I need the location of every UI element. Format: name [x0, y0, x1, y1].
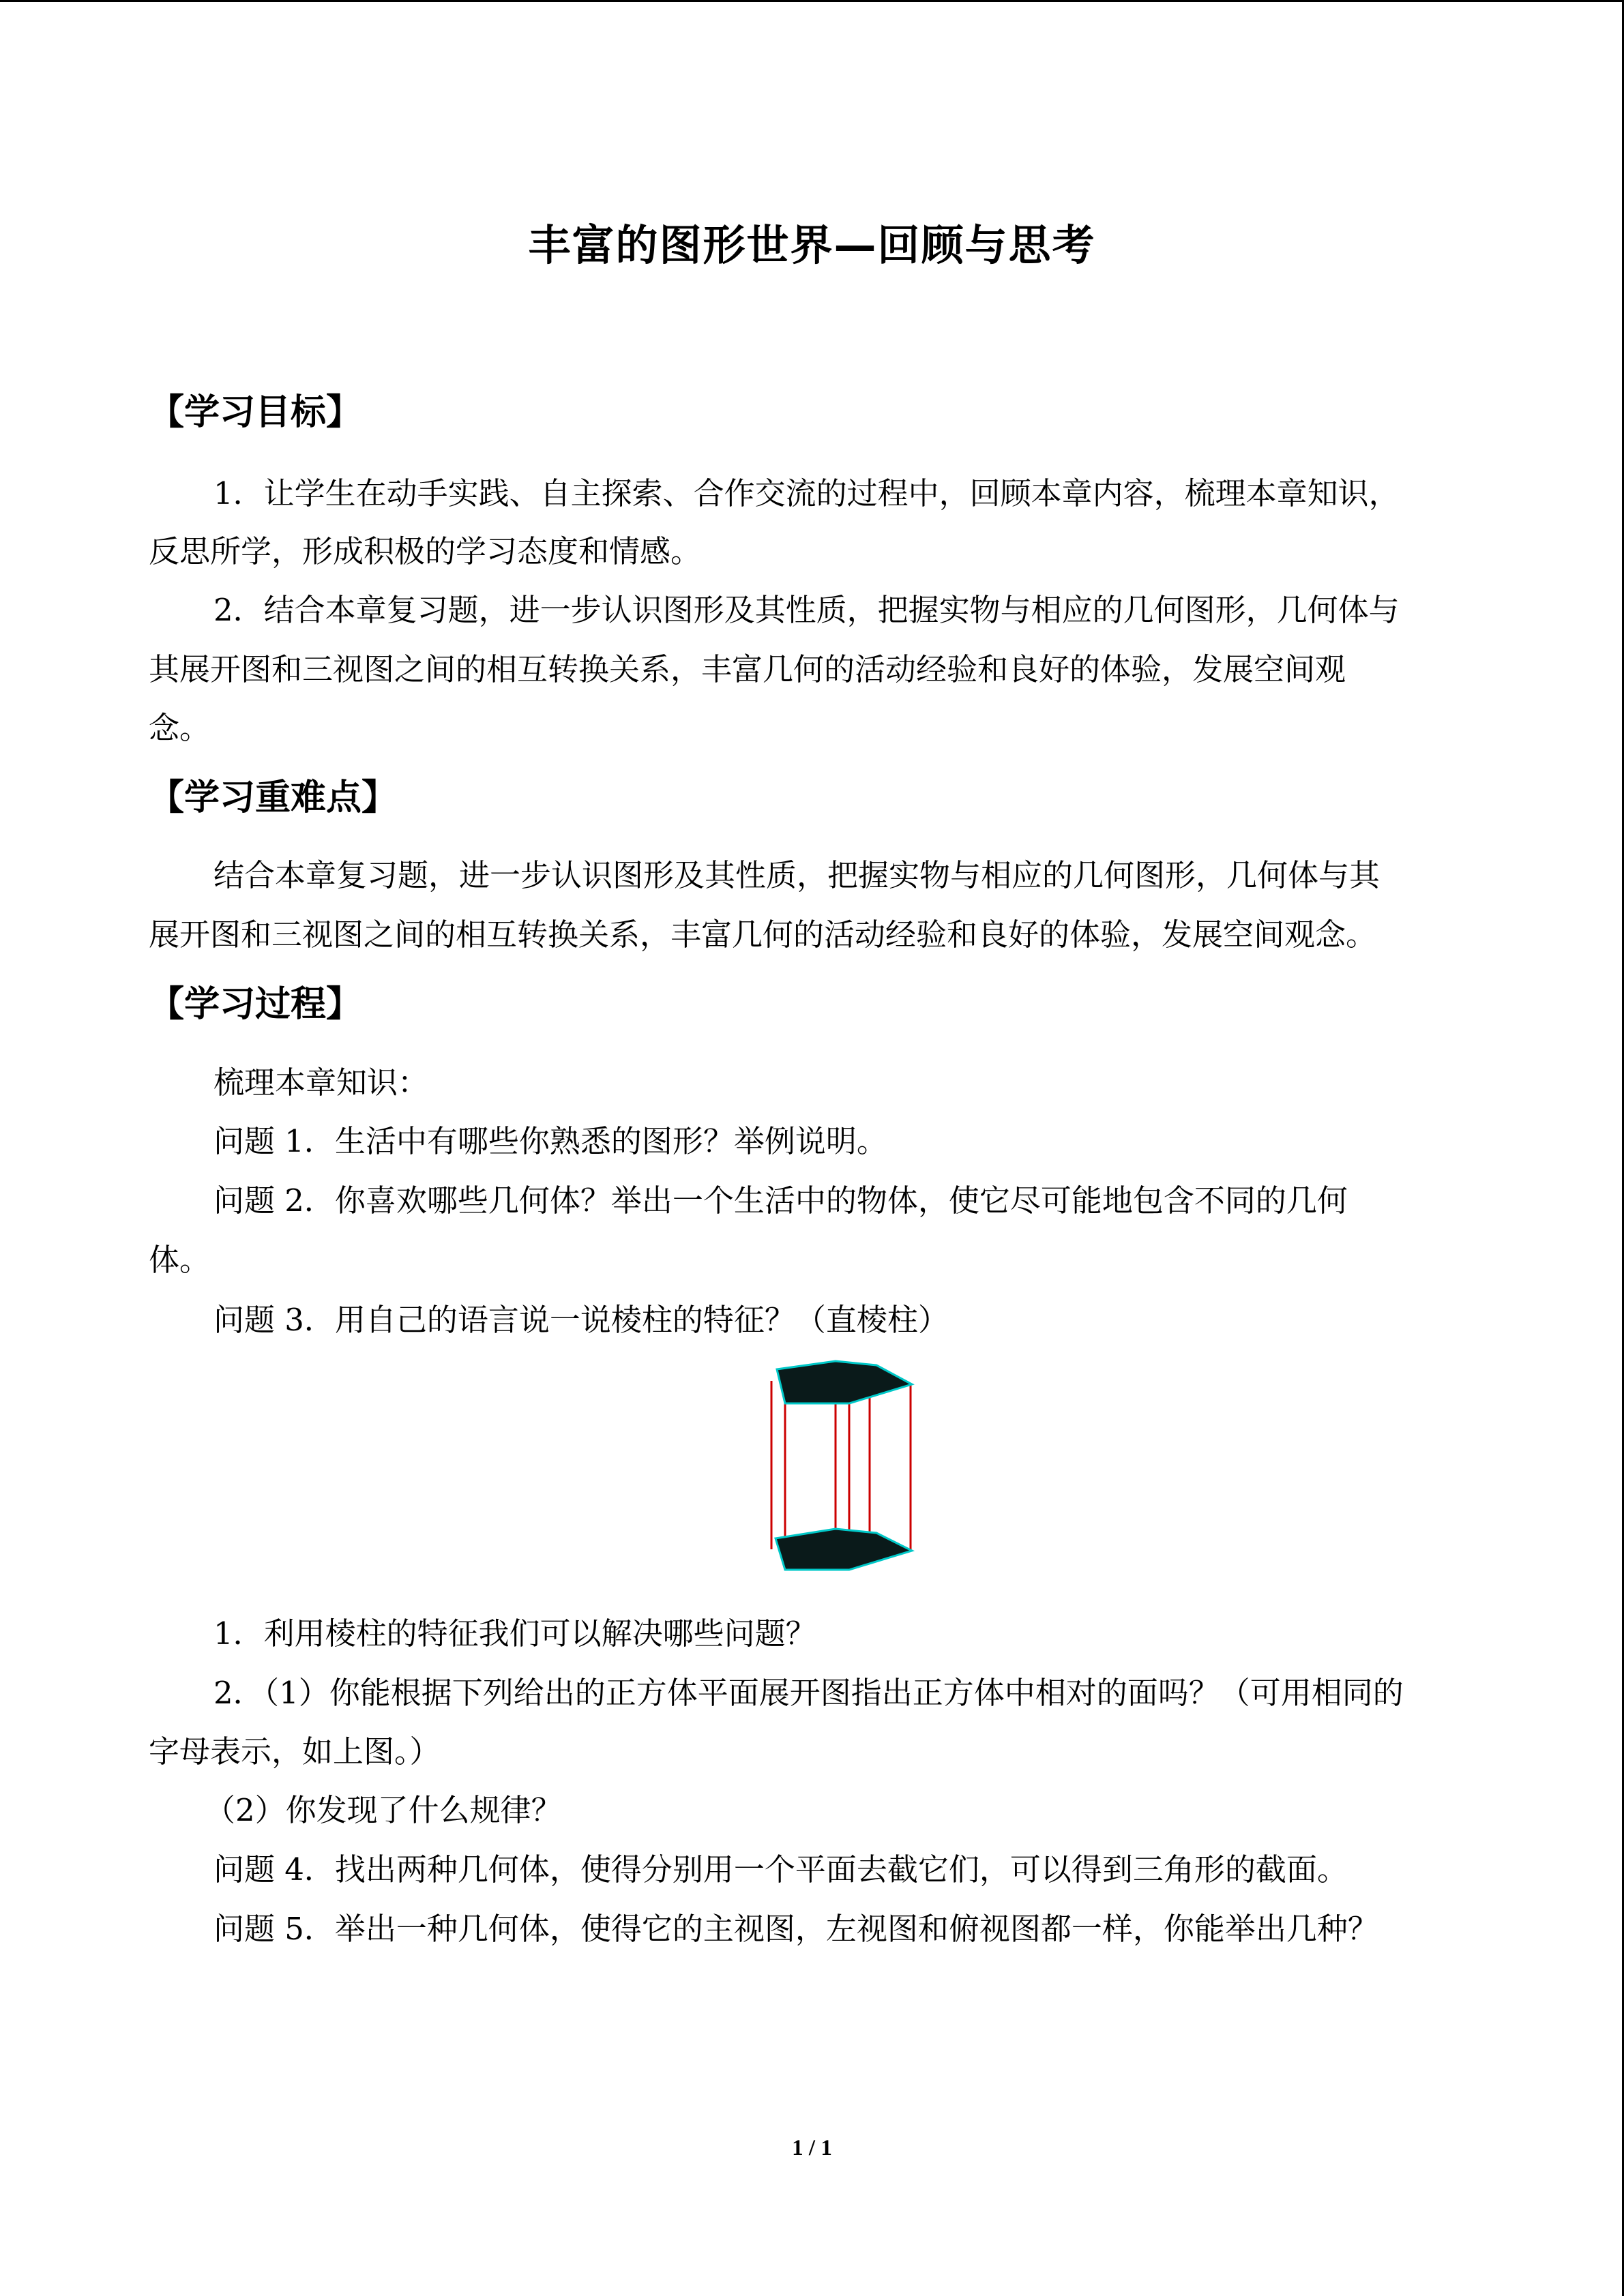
goals-heading: 【学习目标】 — [149, 392, 362, 433]
page-title: 丰富的图形世界—回顾与思考 — [528, 220, 1096, 270]
prism-top-face — [777, 1361, 912, 1403]
question-2-line-1: 问题 2．你喜欢哪些几何体？举出一个生活中的物体，使它尽可能地包含不同的几何 — [213, 1182, 1348, 1219]
prism-bottom-face — [776, 1529, 912, 1570]
sub-question-2-part-2: （2）你发现了什么规律？ — [205, 1792, 562, 1828]
sub-question-2-line-2: 字母表示，如上图。） — [149, 1733, 441, 1770]
question-3: 问题 3．用自己的语言说一说棱柱的特征？（直棱柱） — [213, 1302, 949, 1338]
page-top-border — [0, 0, 1624, 2]
sub-question-2-line-1: 2．（1）你能根据下列给出的正方体平面展开图指出正方体中相对的面吗？（可用相同的 — [213, 1675, 1404, 1711]
question-1: 问题 1．生活中有哪些你熟悉的图形？举例说明。 — [213, 1123, 887, 1159]
page-number: 1 / 1 — [792, 2136, 832, 2160]
key-points-line-2: 展开图和三视图之间的相互转换关系，丰富几何的活动经验和良好的体验，发展空间观念。 — [149, 916, 1377, 953]
question-4: 问题 4．找出两种几何体，使得分别用一个平面去截它们，可以得到三角形的截面。 — [213, 1851, 1348, 1888]
goal-1-line-1: 1．让学生在动手实践、自主探索、合作交流的过程中，回顾本章内容，梳理本章知识， — [213, 475, 1400, 511]
goal-2-line-2: 其展开图和三视图之间的相互转换关系，丰富几何的活动经验和良好的体验，发展空间观 — [149, 651, 1346, 687]
process-heading: 【学习过程】 — [149, 984, 362, 1025]
goal-1-line-2: 反思所学，形成积极的学习态度和情感。 — [149, 533, 702, 569]
hexagonal-prism-icon — [767, 1357, 921, 1582]
process-intro: 梳理本章知识： — [213, 1064, 429, 1101]
key-points-heading: 【学习重难点】 — [149, 777, 398, 818]
question-5: 问题 5．举出一种几何体，使得它的主视图，左视图和俯视图都一样，你能举出几种？ — [213, 1911, 1378, 1947]
key-points-line-1: 结合本章复习题，进一步认识图形及其性质，把握实物与相应的几何图形，几何体与其 — [213, 857, 1381, 893]
goal-2-line-3: 念。 — [149, 710, 211, 746]
question-2-line-2: 体。 — [149, 1242, 211, 1278]
goal-2-line-1: 2．结合本章复习题，进一步认识图形及其性质，把握实物与相应的几何图形，几何体与 — [213, 592, 1400, 628]
sub-question-1: 1．利用棱柱的特征我们可以解决哪些问题？ — [213, 1615, 816, 1652]
